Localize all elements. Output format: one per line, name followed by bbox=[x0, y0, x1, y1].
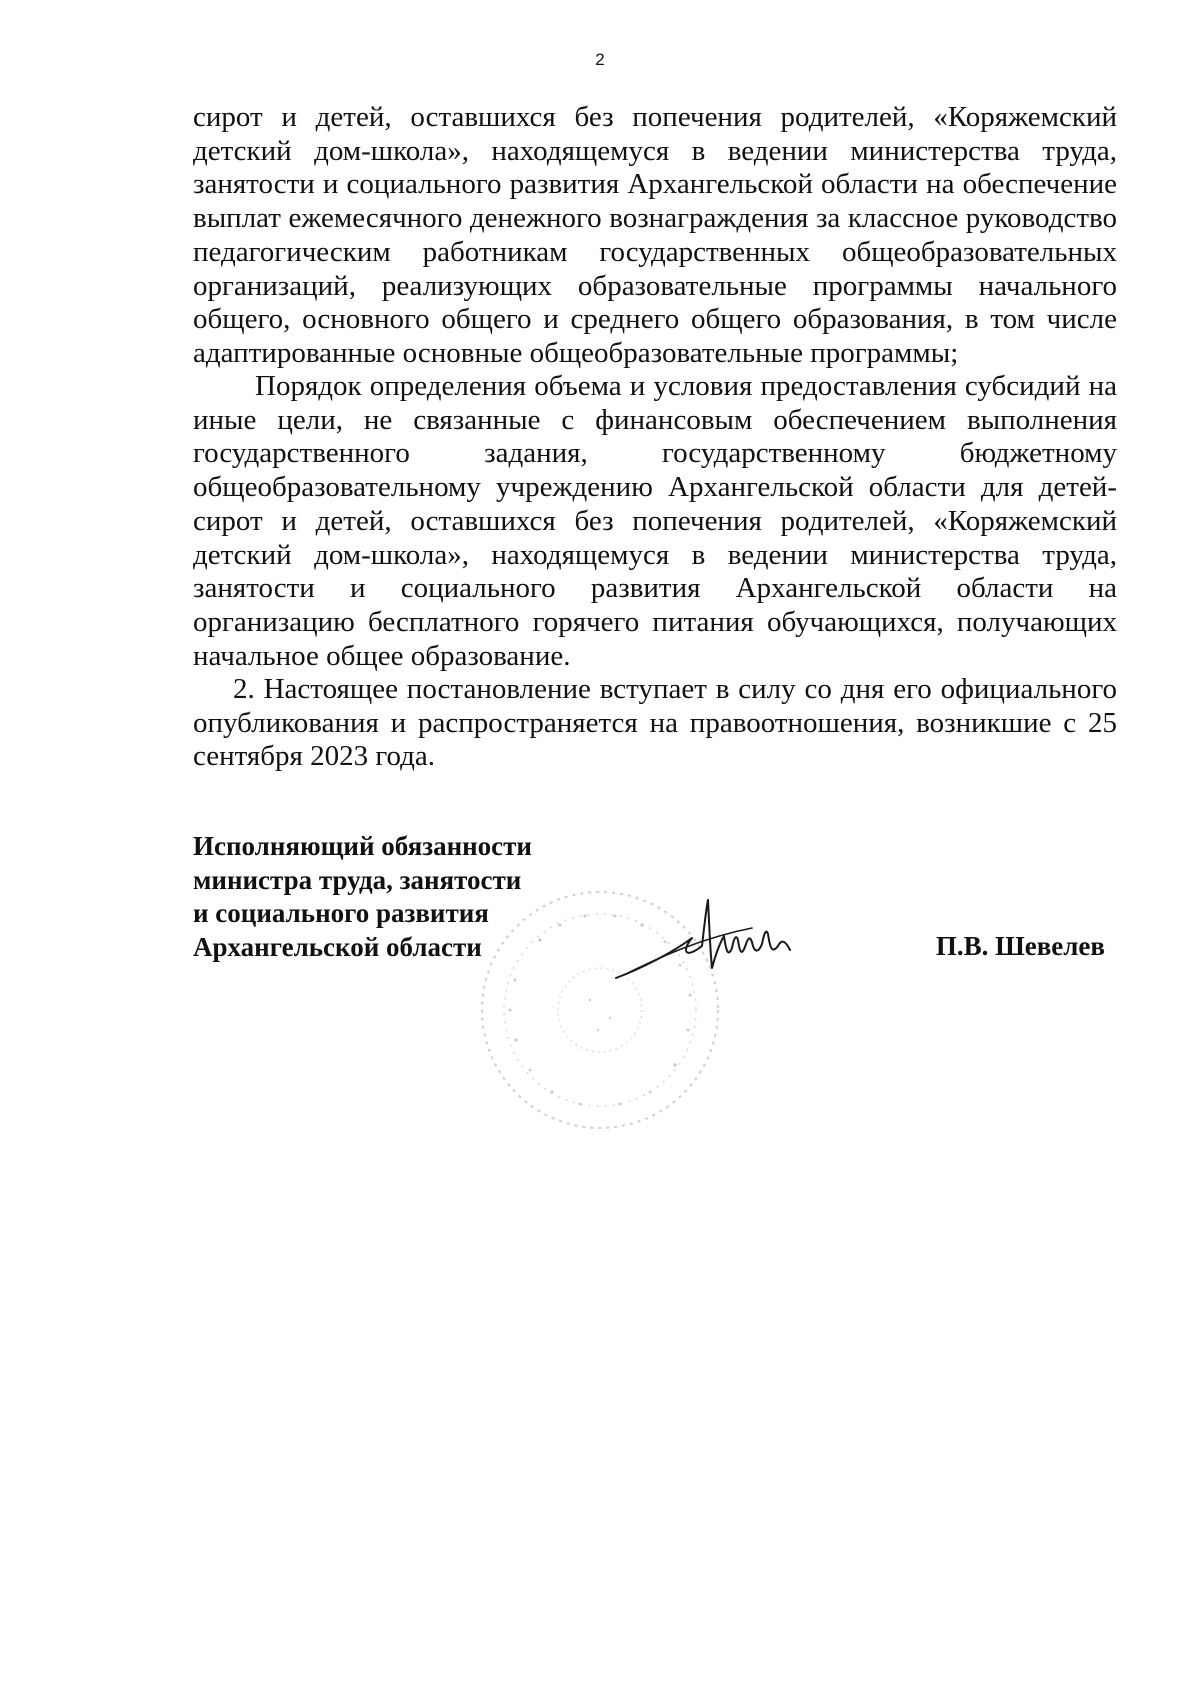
signatory-title-line-1: Исполняющий обязанности bbox=[193, 831, 532, 861]
signatory-title-line-2: министра труда, занятости bbox=[193, 864, 522, 895]
paragraph-order bbox=[193, 370, 1117, 673]
signatory-title-line-4: Архангельской области bbox=[193, 931, 482, 962]
item-2-text: Настоящее постановление вступает в силу со дня его официального опубликования и распространяется на правоотношения, возникшие с 25 сентября 2023 года. bbox=[193, 673, 1117, 773]
paragraph-continuation bbox=[193, 101, 1117, 371]
paragraph-continuation-text: сирот и детей, оставшихся без попечения родителей, «Коряжемский детский дом-школа», находящемуся в ведении министерства труда, занятости и социального развития Архангельской области на обеспечение выплат ежемесячного денежного вознаграждения за классное руководство педагогическим работникам государственных общеобразовательных организаций, реализующих образовательные программы начального общего, основного общего и среднего общего образования, в том числе адаптированные основные общеобразовательные программы; bbox=[193, 101, 1117, 369]
signatory-title bbox=[193, 830, 593, 964]
handwritten-signature bbox=[612, 898, 812, 988]
signer-name: П.В. Шевелев bbox=[935, 931, 1105, 961]
page-number: 2 bbox=[595, 50, 605, 69]
paragraph-order-text: Порядок определения объема и условия предоставления субсидий на иные цели, не связанные с финансовым обеспечением выполнения государственного задания, государственному бюджетному общеобразовательному учреждению Архангельской области для детей-сирот и детей, оставшихся без попечения родителей, «Коряжемский детский дом-школа», находящемуся в ведении министерства труда, занятости и социального развития Архангельской области на организацию бесплатного горячего питания обучающихся, получающих начальное общее образование. bbox=[193, 370, 1117, 672]
item-2-number: 2. bbox=[233, 673, 255, 705]
paragraph-item-2 bbox=[193, 673, 1117, 774]
signatory-title-line-3: и социального развития bbox=[193, 898, 489, 928]
